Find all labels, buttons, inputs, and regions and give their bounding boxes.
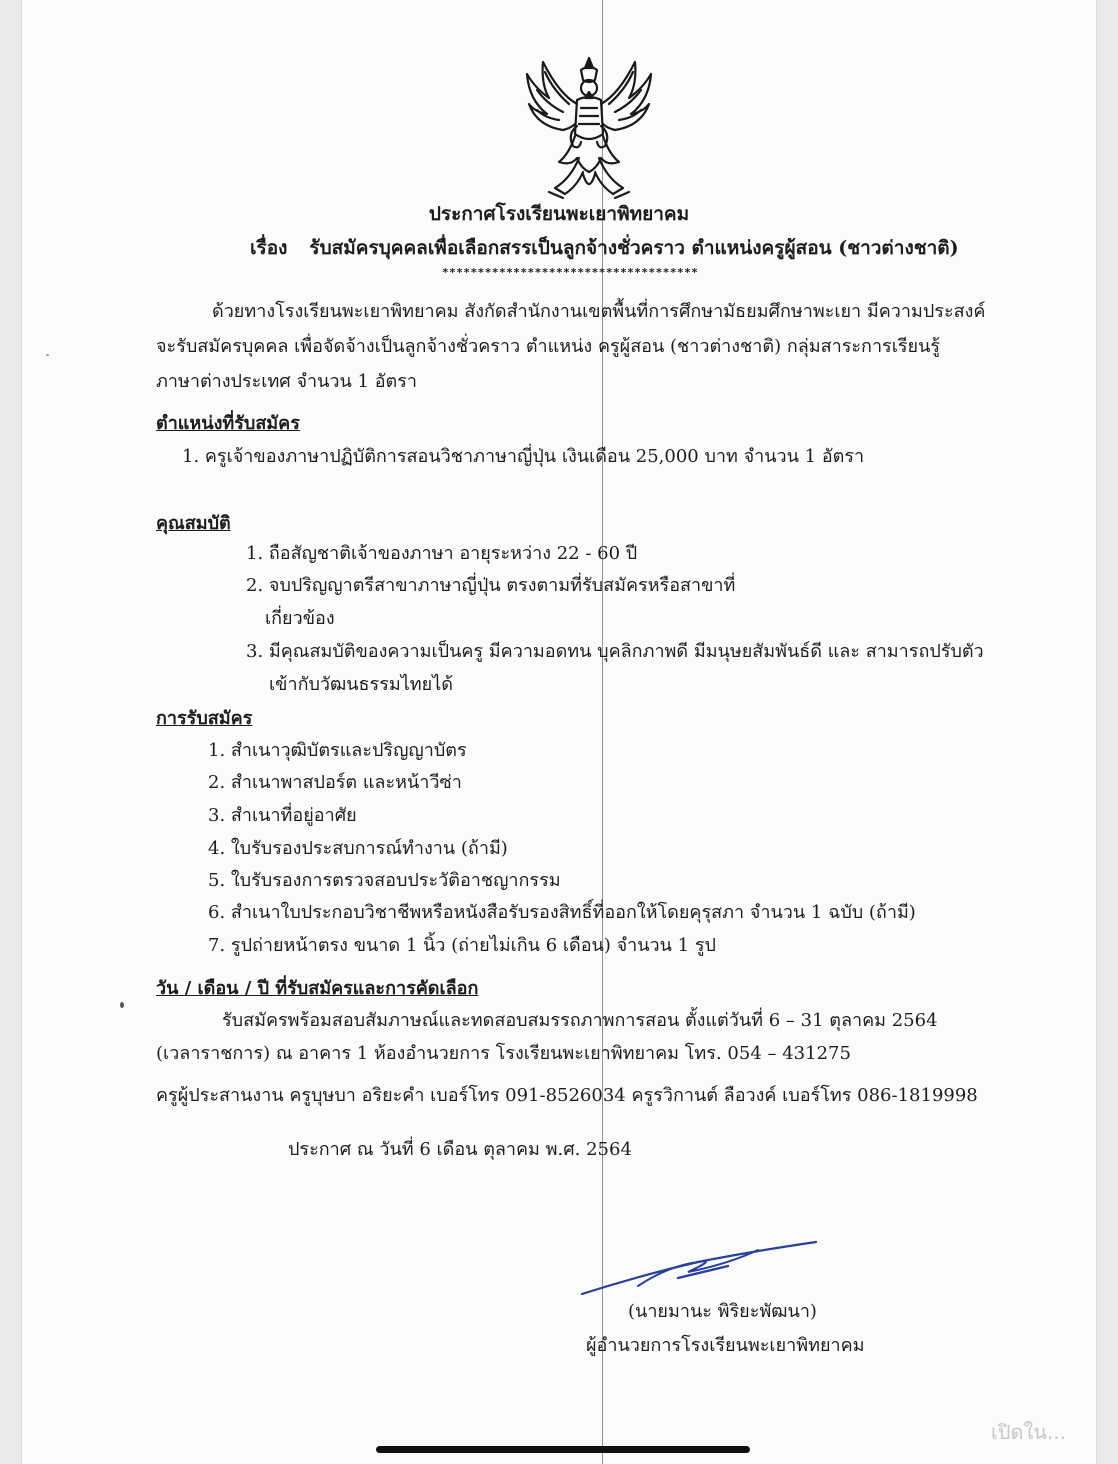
announcement-title: ประกาศโรงเรียนพะเยาพิทยาคม: [428, 203, 690, 225]
open-in-watermark: เปิดใน...: [990, 1420, 1066, 1444]
garuda-emblem-icon: [519, 54, 659, 204]
scan-speck: [120, 1002, 124, 1008]
application-item: 2. สำเนาพาสปอร์ต และหน้าวีซ่า: [208, 772, 462, 793]
application-item: 6. สำเนาใบประกอบวิชาชีพหรือหนังสือรับรองสิทธิ์ที่ออกให้โดยคุรุสภา จำนวน 1 ฉบับ (ถ้ามี): [208, 902, 916, 923]
qualification-item-continued: เกี่ยวข้อง: [265, 608, 335, 629]
schedule-heading: วัน / เดือน / ปี ที่รับสมัครและการคัดเลือก: [156, 978, 479, 999]
scan-speck: [46, 354, 49, 356]
application-item: 5. ใบรับรองการตรวจสอบประวัติอาชญากรรม: [208, 870, 561, 891]
qualification-item: 3. มีคุณสมบัติของความเป็นครู มีความอดทน บุคลิกภาพดี มีมนุษยสัมพันธ์ดี และ สามารถปรับตัว: [246, 641, 984, 662]
subject-text: รับสมัครบุคคลเพื่อเลือกสรรเป็นลูกจ้างชั่วคราว ตำแหน่งครูผู้สอน (ชาวต่างชาติ): [309, 237, 959, 259]
document-page: [22, 0, 1096, 1464]
announce-date: ประกาศ ณ วันที่ 6 เดือน ตุลาคม พ.ศ. 2564: [288, 1139, 632, 1160]
subject-label: เรื่อง: [250, 237, 288, 259]
application-item: 3. สำเนาที่อยู่อาศัย: [208, 805, 357, 826]
application-item: 1. สำเนาวุฒิบัตรและปริญญาบัตร: [208, 740, 467, 761]
application-heading: การรับสมัคร: [156, 708, 253, 729]
signatory-name: (นายมานะ พิริยะพัฒนา): [628, 1301, 817, 1322]
announcement-subject: [250, 233, 1010, 263]
qualification-item: 2. จบปริญญาตรีสาขาภาษาญี่ปุ่น ตรงตามที่รับสมัครหรือสาขาที่: [246, 575, 736, 596]
application-item: 7. รูปถ่ายหน้าตรง ขนาด 1 นิ้ว (ถ่ายไม่เกิน 6 เดือน) จำนวน 1 รูป: [208, 935, 716, 956]
position-item: 1. ครูเจ้าของภาษาปฏิบัติการสอนวิชาภาษาญี่ปุ่น เงินเดือน 25,000 บาท จำนวน 1 อัตรา: [182, 446, 865, 467]
signature: [578, 1236, 818, 1300]
application-item: 4. ใบรับรองประสบการณ์ทำงาน (ถ้ามี): [208, 838, 508, 859]
qualifications-heading: คุณสมบัติ: [156, 513, 231, 534]
signatory-title: ผู้อำนวยการโรงเรียนพะเยาพิทยาคม: [586, 1335, 865, 1356]
separator-line: ************************************: [442, 266, 699, 279]
schedule-line-2: (เวลาราชการ) ณ อาคาร 1 ห้องอำนวยการ โรงเรียนพะเยาพิทยาคม โทร. 054 – 431275: [156, 1043, 851, 1064]
intro-line-2: จะรับสมัครบุคคล เพื่อจัดจ้างเป็นลูกจ้างชั่วคราว ตำแหน่ง ครูผู้สอน (ชาวต่างชาติ) กลุ่มสาระการเรียนรู้: [156, 336, 941, 357]
positions-heading: ตำแหน่งที่รับสมัคร: [156, 413, 300, 434]
intro-line-1: ด้วยทางโรงเรียนพะเยาพิทยาคม สังกัดสำนักงานเขตพื้นที่การศึกษามัธยมศึกษาพะเยา มีความประสงค์: [212, 301, 986, 322]
coordinator-line: ครูผู้ประสานงาน ครูบุษบา อริยะคำ เบอร์โทร 091-8526034 ครูรวิกานต์ ลือวงค์ เบอร์โทร 086-1819998: [156, 1085, 978, 1106]
home-indicator[interactable]: [376, 1446, 750, 1453]
qualification-item-continued: เข้ากับวัฒนธรรมไทยได้: [269, 674, 453, 695]
intro-line-3: ภาษาต่างประเทศ จำนวน 1 อัตรา: [156, 371, 417, 392]
qualification-item: 1. ถือสัญชาติเจ้าของภาษา อายุระหว่าง 22 - 60 ปี: [246, 543, 638, 564]
schedule-line-1: รับสมัครพร้อมสอบสัมภาษณ์และทดสอบสมรรถภาพการสอน ตั้งแต่วันที่ 6 – 31 ตุลาคม 2564: [222, 1010, 938, 1031]
